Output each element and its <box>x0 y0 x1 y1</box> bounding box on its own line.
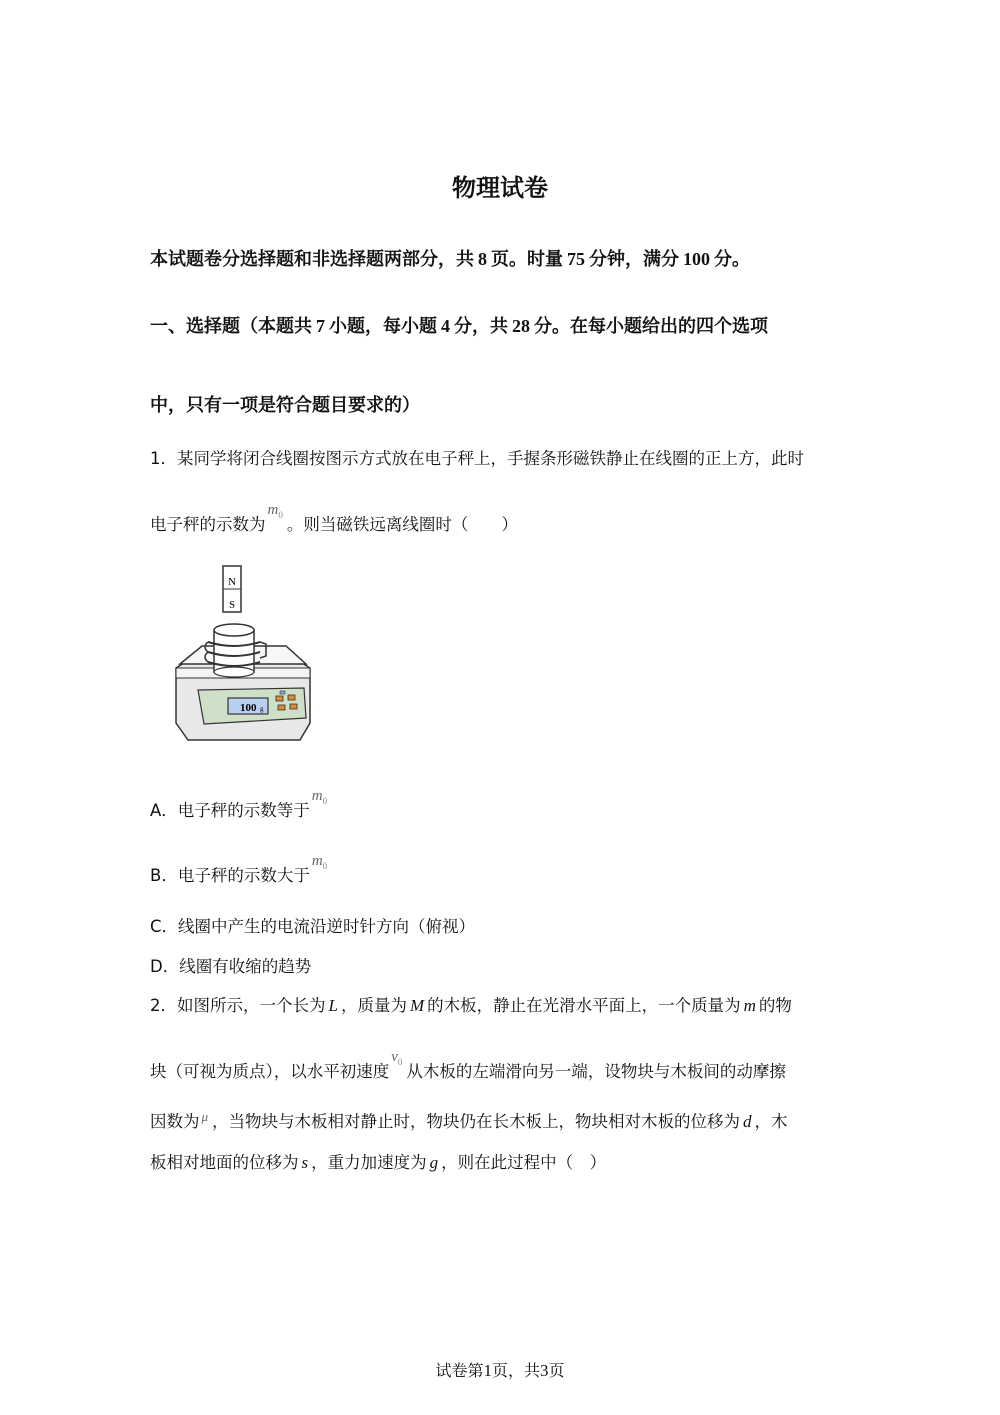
magnet-coil-scale-figure <box>168 558 318 748</box>
var-M: M <box>409 996 425 1015</box>
q1-option-d[interactable]: D．线圈有收缩的趋势 <box>150 957 312 976</box>
var-s: s <box>301 1153 309 1172</box>
q1-option-a[interactable]: A．电子秤的示数等于$m_0$ <box>150 788 328 820</box>
page-title: 物理试卷 <box>452 174 548 202</box>
magnet-n-label: N <box>228 576 236 588</box>
q2-stem-line3: 因数为 μ ，当物块与木板相对静止时，物块仍在长木板上，物块相对木板的位移为 d ，木 <box>150 1109 788 1131</box>
scale-unit: g <box>260 705 264 713</box>
q1-stem-line1: 1．某同学将闭合线圈按图示方式放在电子秤上，手握条形磁铁静止在线圈的正上方，此时 <box>150 449 804 468</box>
magnet-s-label: S <box>228 599 236 611</box>
var-L: L <box>328 996 338 1015</box>
q1-option-c[interactable]: C．线圈中产生的电流沿逆时针方向（俯视） <box>150 917 476 936</box>
q2-stem-line4: 板相对地面的位移为 s ，重力加速度为 g ，则在此过程中（ ） <box>150 1153 607 1172</box>
q1-option-b[interactable]: B．电子秤的示数大于$m_0$ <box>150 853 328 885</box>
q2-stem-line1: 2．如图所示，一个长为 L ，质量为 M 的木板，静止在光滑水平面上，一个质量为 m 的物 <box>150 996 792 1015</box>
var-m0: $m_0$ <box>311 788 328 806</box>
q1-stem-line2: 电子秤的示数为$m_0$ 。则当磁铁远离线圈时（ ） <box>150 502 518 534</box>
var-m0: $m_0$ <box>311 853 328 871</box>
q2-stem-line2: 块（可视为质点），以水平初速度$v_0$ 从木板的左端滑向另一端，设物块与木板间的动摩擦 <box>150 1049 786 1081</box>
var-mu: μ <box>201 1109 209 1124</box>
var-d: d <box>743 1112 752 1131</box>
var-g: g <box>429 1153 439 1172</box>
section-heading: 一、选择题（本题共 7 小题，每小题 4 分，共 28 分。在每小题给出的四个选项 <box>150 316 768 337</box>
var-v0: $v_0$ <box>391 1049 403 1067</box>
scale-reading: 100 <box>240 702 257 714</box>
var-m0: $m_0$ <box>267 502 283 520</box>
page-footer: 试卷第1页，共3页 <box>435 1361 565 1380</box>
exam-intro: 本试题卷分选择题和非选择题两部分，共 8 页。时量 75 分钟，满分 100 分。 <box>150 249 750 270</box>
var-m: m <box>743 996 756 1015</box>
section-heading-line2: 中，只有一项是符合题目要求的） <box>150 395 420 416</box>
